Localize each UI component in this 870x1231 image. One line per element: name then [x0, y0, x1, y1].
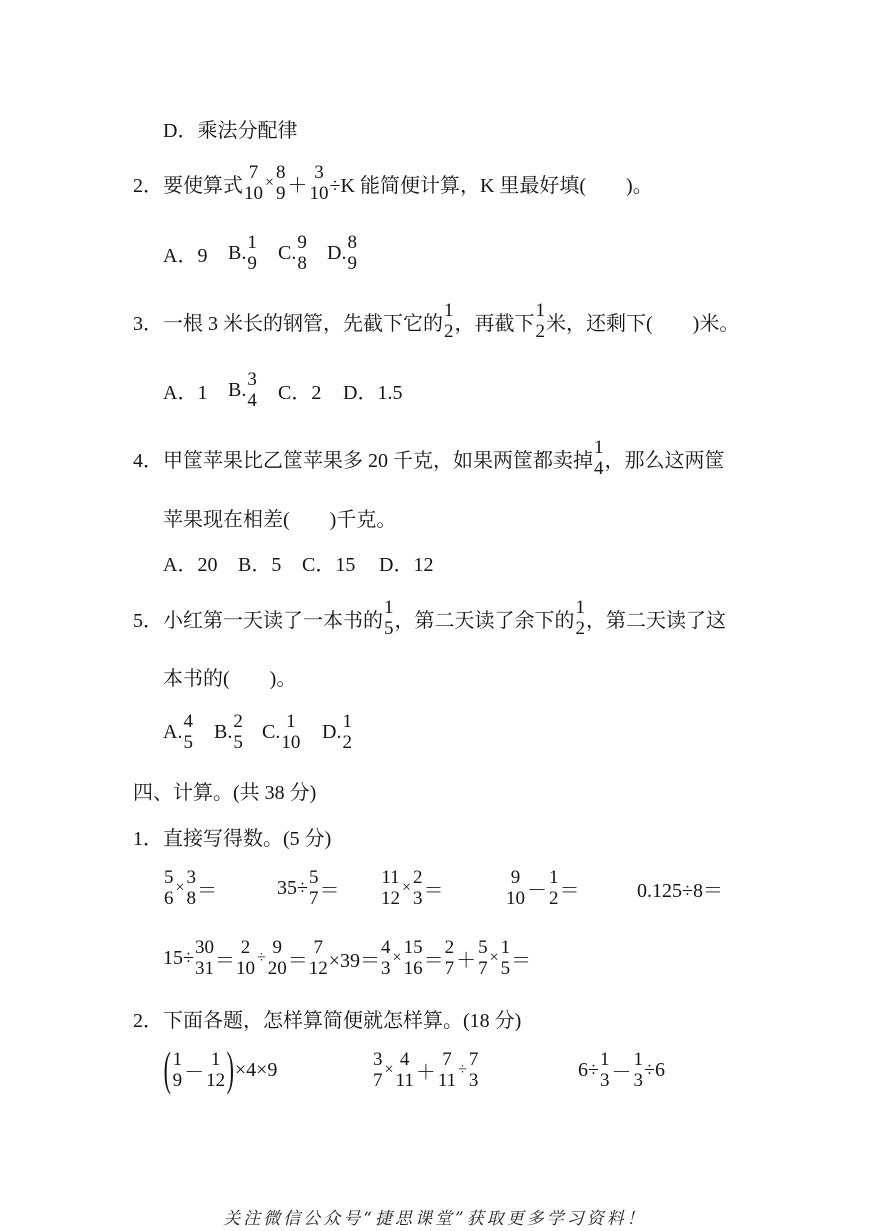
expression-text: ÷6	[643, 1058, 665, 1081]
fraction-denominator: 9	[347, 253, 357, 274]
fraction	[347, 232, 357, 274]
fraction-denominator: 5	[384, 618, 394, 639]
fraction-numerator: 1	[549, 867, 559, 888]
operator: ＋	[415, 1061, 436, 1084]
fraction-numerator: 1	[535, 300, 545, 321]
fraction-numerator: 3	[186, 867, 197, 888]
fraction	[309, 867, 319, 909]
fraction	[381, 937, 391, 979]
question-text: ，第二天读了余下的	[394, 609, 575, 632]
fraction	[600, 1049, 610, 1091]
q4-option-c	[302, 540, 355, 584]
q2-option-a	[163, 231, 207, 275]
question-text: 要使算式	[163, 174, 243, 197]
expression-text: 35÷	[277, 876, 308, 899]
fraction	[396, 1049, 414, 1091]
option-label: D.	[327, 241, 347, 264]
fraction-denominator: 2	[342, 732, 352, 753]
question-text: ，那么这两筐	[604, 449, 725, 472]
operator: ×	[392, 949, 402, 966]
q3-option-d	[343, 368, 402, 412]
fraction	[297, 232, 307, 274]
part-heading-text: 2．下面各题，怎样算简便就怎样算。(18 分)	[133, 1009, 522, 1032]
calc-expression-4	[505, 866, 580, 910]
fraction	[506, 867, 525, 909]
fraction-numerator: 7	[248, 162, 259, 183]
fraction-denominator: 5	[500, 958, 511, 979]
fraction-denominator: 12	[381, 888, 400, 909]
option-label: A.	[163, 720, 183, 743]
fraction-denominator: 10	[281, 732, 301, 753]
option-text: C．2	[278, 381, 322, 404]
fraction	[281, 711, 300, 753]
q3-option-c	[278, 368, 321, 412]
fraction-numerator: 3	[247, 369, 257, 390]
operator: －	[184, 1061, 205, 1084]
calc-expression-row-2	[163, 936, 531, 980]
fraction-denominator: 2	[444, 321, 454, 342]
question-text: 本书的( )。	[163, 667, 297, 690]
equals-sign: ＝	[214, 949, 235, 972]
fraction-denominator: 7	[444, 958, 455, 979]
part-1-heading	[133, 814, 331, 858]
fraction-denominator: 9	[172, 1070, 183, 1091]
fraction	[247, 369, 257, 411]
fraction-numerator: 4	[183, 711, 193, 732]
operator: －	[611, 1061, 632, 1084]
question-text: ，第二天读了这	[586, 609, 726, 632]
expression-text: ×39＝	[328, 949, 381, 972]
fraction-denominator: 7	[478, 958, 488, 979]
fraction-numerator: 1	[599, 1049, 610, 1070]
equals-sign: ＝	[423, 949, 444, 972]
question-text: 甲筐苹果比乙筐苹果多 20 千克，如果两筐都卖掉	[163, 449, 593, 472]
fraction-numerator: 1	[500, 937, 511, 958]
fraction	[576, 597, 586, 639]
fraction-denominator: 9	[276, 183, 286, 204]
fraction-numerator: 30	[194, 937, 214, 958]
operator: ×	[175, 879, 185, 896]
fraction-numerator: 1	[286, 711, 296, 732]
equals-sign: ＝	[423, 879, 444, 902]
fraction-denominator: 10	[506, 888, 525, 909]
equals-sign: ＝	[287, 949, 308, 972]
fraction-numerator: 15	[403, 937, 423, 958]
question-text: 米，还剩下( )米。	[546, 312, 740, 335]
simplify-expression-1	[163, 1043, 278, 1097]
q4-option-a	[163, 540, 217, 584]
fraction	[233, 711, 243, 753]
fraction-numerator: 1	[210, 1049, 221, 1070]
left-parenthesis: (	[163, 1043, 172, 1097]
option-label: C.	[262, 720, 281, 743]
fraction-numerator: 7	[442, 1049, 452, 1070]
operator: ×	[384, 1061, 394, 1078]
option-text: D．12	[379, 553, 434, 576]
fraction-numerator: 7	[468, 1049, 479, 1070]
fraction	[187, 867, 197, 909]
equals-sign: ＝	[559, 879, 580, 902]
question-number: 3．	[133, 312, 163, 335]
q5-option-b	[214, 710, 244, 754]
q3-option-a	[163, 368, 207, 412]
q2-option-d	[327, 231, 358, 275]
q5-option-a	[163, 710, 194, 754]
q5-option-c	[262, 710, 301, 754]
fraction	[236, 937, 255, 979]
option-text: A．1	[163, 381, 208, 404]
fraction	[183, 711, 193, 753]
fraction	[173, 1049, 183, 1091]
fraction-numerator: 3	[373, 1049, 383, 1070]
fraction	[384, 597, 394, 639]
fraction	[445, 937, 455, 979]
option-text: C．15	[302, 553, 356, 576]
fraction-denominator: 3	[633, 1070, 643, 1091]
question-text: ，再截下	[454, 312, 535, 335]
fraction-numerator: 2	[444, 937, 455, 958]
fraction	[594, 437, 604, 479]
equals-sign: ＝	[197, 879, 218, 902]
fraction	[164, 867, 174, 909]
calc-expression-1	[163, 866, 217, 910]
operator: ×	[265, 174, 275, 191]
fraction	[404, 937, 423, 979]
right-parenthesis: )	[226, 1043, 235, 1097]
operator: ×	[402, 879, 412, 896]
part-2-heading	[133, 996, 521, 1040]
option-text: D．乘法分配律	[163, 119, 298, 142]
fraction	[373, 1049, 383, 1091]
calc-expression-5	[637, 866, 723, 910]
operator: ＋	[456, 949, 477, 972]
question-5	[133, 596, 726, 640]
fraction	[381, 867, 400, 909]
fraction-denominator: 12	[206, 1070, 226, 1091]
fraction	[247, 232, 257, 274]
fraction-denominator: 2	[549, 888, 559, 909]
option-label: B.	[228, 241, 247, 264]
fraction-numerator: 4	[381, 937, 391, 958]
question-number: 5．	[133, 609, 163, 632]
fraction-numerator: 7	[313, 937, 324, 958]
fraction	[195, 937, 214, 979]
q2-option-b	[228, 231, 258, 275]
section-title-text: 四、计算。(共 38 分)	[133, 781, 317, 804]
fraction-denominator: 10	[244, 183, 263, 204]
fraction-denominator: 10	[235, 958, 255, 979]
fraction-numerator: 3	[314, 162, 324, 183]
question-number: 4．	[133, 449, 163, 472]
operator: ×	[489, 949, 499, 966]
equals-sign: ＝	[319, 879, 340, 902]
fraction-numerator: 1	[172, 1049, 183, 1070]
fraction-numerator: 2	[233, 711, 243, 732]
fraction-denominator: 20	[267, 958, 287, 979]
question-text: 小红第一天读了一本书的	[163, 609, 383, 632]
fraction-numerator: 11	[381, 867, 400, 888]
option-label: D.	[322, 720, 342, 743]
fraction	[536, 300, 546, 342]
q4-option-d	[379, 540, 433, 584]
question-4-line-2	[163, 495, 396, 539]
fraction-denominator: 10	[309, 183, 329, 204]
question-number: 2．	[133, 174, 163, 197]
part-heading-text: 1．直接写得数。(5 分)	[133, 827, 332, 850]
fraction	[478, 937, 488, 979]
fraction-numerator: 5	[164, 867, 174, 888]
fraction-denominator: 12	[308, 958, 328, 979]
fraction-denominator: 9	[247, 253, 257, 274]
expression-text: 6÷	[578, 1058, 599, 1081]
fraction-numerator: 1	[575, 597, 585, 618]
fraction-numerator: 1	[247, 232, 257, 253]
fraction-denominator: 8	[297, 253, 307, 274]
option-label: B.	[214, 720, 233, 743]
fraction-denominator: 8	[186, 888, 197, 909]
fraction-denominator: 11	[395, 1070, 414, 1091]
fraction	[309, 937, 328, 979]
fraction-denominator: 5	[183, 732, 193, 753]
fraction-denominator: 3	[381, 958, 391, 979]
fraction-denominator: 5	[233, 732, 243, 753]
option-label: B.	[228, 378, 247, 401]
option-text: D．1.5	[343, 381, 403, 404]
fraction-numerator: 9	[272, 937, 283, 958]
fraction-denominator: 11	[437, 1070, 457, 1091]
fraction	[244, 162, 263, 204]
fraction-numerator: 1	[444, 300, 454, 321]
fraction-denominator: 31	[194, 958, 214, 979]
question-2	[133, 161, 653, 205]
fraction	[342, 711, 352, 753]
fraction-numerator: 1	[633, 1049, 643, 1070]
fraction-numerator: 5	[308, 867, 319, 888]
simplify-expression-3	[578, 1048, 665, 1092]
option-text: A．20	[163, 553, 218, 576]
section-title	[133, 768, 316, 812]
fraction	[310, 162, 329, 204]
simplify-expression-2	[372, 1048, 479, 1092]
q4-option-b	[238, 540, 281, 584]
operator: ÷	[458, 1061, 467, 1078]
fraction-denominator: 3	[599, 1070, 610, 1091]
fraction	[413, 867, 423, 909]
equals-sign: ＝	[511, 949, 532, 972]
calc-expression-2	[277, 866, 339, 910]
fraction-denominator: 7	[308, 888, 319, 909]
fraction-numerator: 5	[478, 937, 488, 958]
q5-option-d	[322, 710, 353, 754]
calc-expression-3	[380, 866, 444, 910]
option-label: C.	[278, 241, 297, 264]
fraction-numerator: 4	[399, 1049, 410, 1070]
fraction-numerator: 1	[594, 437, 604, 458]
fraction	[206, 1049, 225, 1091]
fraction	[438, 1049, 456, 1091]
fraction-numerator: 8	[347, 232, 357, 253]
footer-note: 关注微信公众号“捷思课堂”获取更多学习资料！	[223, 1209, 647, 1229]
fraction-numerator: 8	[276, 162, 286, 183]
question-5-line-2	[163, 654, 296, 698]
operator: ÷	[256, 949, 266, 966]
fraction	[268, 937, 287, 979]
fraction-numerator: 1	[384, 597, 394, 618]
fraction-numerator: 2	[413, 867, 423, 888]
question-text: 一根 3 米长的钢管，先截下它的	[163, 312, 443, 335]
fraction-denominator: 7	[373, 1070, 383, 1091]
question-text: 苹果现在相差( )千克。	[163, 508, 397, 531]
fraction	[501, 937, 511, 979]
fraction-numerator: 2	[240, 937, 251, 958]
fraction-numerator: 9	[297, 232, 307, 253]
fraction-numerator: 9	[510, 867, 521, 888]
fraction-denominator: 4	[247, 390, 257, 411]
question-4	[133, 436, 725, 480]
option-text: A．9	[163, 244, 208, 267]
fraction-denominator: 16	[403, 958, 423, 979]
q1-option-d	[163, 106, 297, 150]
fraction	[469, 1049, 479, 1091]
fraction-denominator: 6	[164, 888, 174, 909]
operator: ＋	[287, 174, 308, 197]
question-text: ÷K 能简便计算，K 里最好填( )。	[329, 174, 653, 197]
q2-option-c	[278, 231, 308, 275]
q3-option-b	[228, 368, 258, 412]
expression-text: ×4×9	[234, 1058, 278, 1081]
question-3	[133, 299, 739, 343]
operator: －	[527, 879, 547, 902]
fraction-denominator: 4	[594, 458, 604, 479]
fraction-numerator: 1	[342, 711, 352, 732]
fraction-denominator: 3	[468, 1070, 479, 1091]
expression-text: 15÷	[163, 946, 194, 969]
fraction-denominator: 2	[535, 321, 545, 342]
fraction-denominator: 3	[413, 888, 423, 909]
option-text: B．5	[238, 553, 282, 576]
fraction	[444, 300, 454, 342]
fraction	[276, 162, 286, 204]
fraction-denominator: 2	[575, 618, 585, 639]
fraction	[633, 1049, 643, 1091]
expression-text: 0.125÷8＝	[637, 879, 723, 902]
fraction	[549, 867, 559, 909]
